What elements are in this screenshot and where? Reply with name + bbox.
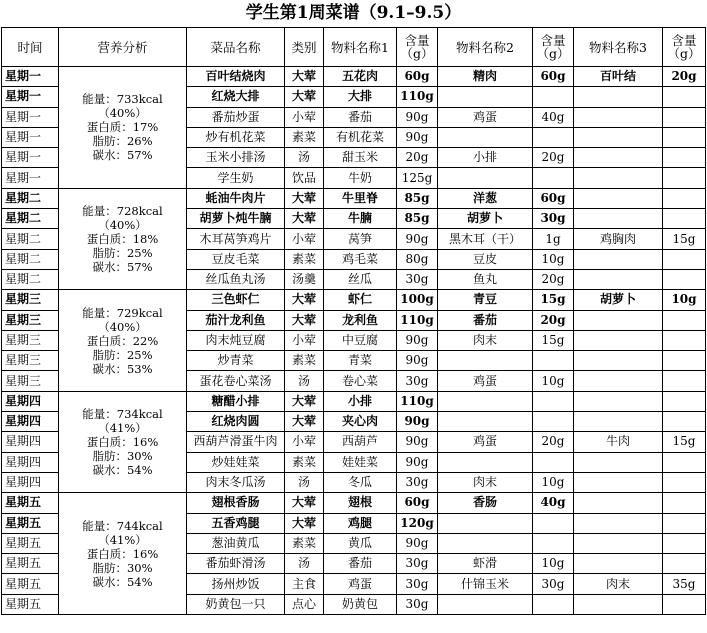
dish-cell: 炒娃娃菜	[187, 452, 285, 472]
category-cell: 小荤	[285, 330, 324, 350]
material-2-cell: 青豆	[438, 290, 533, 310]
category-cell: 素菜	[285, 351, 324, 371]
amount-1-cell: 110g	[397, 310, 438, 330]
nutrition-line: 脂肪：30%	[92, 560, 153, 575]
material-3-cell: 胡萝卜	[574, 290, 663, 310]
day-cell: 星期四	[2, 391, 59, 411]
material-1-cell: 冬瓜	[324, 472, 397, 492]
material-3-cell	[574, 452, 663, 472]
amount-1-cell: 30g	[397, 554, 438, 574]
header-row	[2, 28, 706, 67]
day-cell: 星期三	[2, 351, 59, 371]
material-2-cell	[438, 168, 533, 188]
category-cell: 饮品	[285, 168, 324, 188]
nutrition-line: 脂肪：25%	[92, 347, 153, 362]
material-2-cell: 黑木耳（干）	[438, 229, 533, 249]
dish-cell: 肉末炖豆腐	[187, 330, 285, 350]
nutrition-line: 脂肪：25%	[92, 246, 153, 261]
material-2-cell: 虾滑	[438, 554, 533, 574]
dish-cell: 蛋花卷心菜汤	[187, 371, 285, 391]
amount-1-cell: 30g	[397, 472, 438, 492]
nutrition-cell	[59, 493, 187, 615]
amount-2-cell	[533, 533, 574, 553]
material-1-cell: 夹心肉	[324, 412, 397, 432]
day-cell: 星期二	[2, 188, 59, 208]
category-cell: 大荤	[285, 188, 324, 208]
nutrition-line: 能量：744kcal	[82, 518, 163, 533]
amount-1-cell: 85g	[397, 188, 438, 208]
amount-1-cell: 120g	[397, 513, 438, 533]
material-2-cell: 精肉	[438, 67, 533, 87]
nutrition-line: 能量：734kcal	[82, 406, 163, 421]
amount-2-cell	[533, 168, 574, 188]
material-2-cell: 鸡蛋	[438, 371, 533, 391]
amount-3-cell	[663, 168, 706, 188]
amount-1-cell: 90g	[397, 127, 438, 147]
material-2-cell: 豆皮	[438, 249, 533, 269]
amount-2-cell: 20g	[533, 148, 574, 168]
amount-3-cell	[663, 391, 706, 411]
day-cell: 星期三	[2, 310, 59, 330]
day-cell: 星期三	[2, 290, 59, 310]
material-1-cell: 五花肉	[324, 67, 397, 87]
table-row	[2, 391, 706, 411]
material-3-cell	[574, 371, 663, 391]
day-cell: 星期五	[2, 493, 59, 513]
amount-2-cell: 40g	[533, 107, 574, 127]
dish-cell: 茄汁龙利鱼	[187, 310, 285, 330]
category-cell: 素菜	[285, 533, 324, 553]
dish-cell: 番茄虾滑汤	[187, 554, 285, 574]
dish-cell: 番茄炒蛋	[187, 107, 285, 127]
amount-2-cell: 10g	[533, 249, 574, 269]
nutrition-line: 蛋白质：16%	[86, 546, 159, 561]
material-1-cell: 奶黄包	[324, 594, 397, 614]
material-1-cell: 卷心菜	[324, 371, 397, 391]
dish-cell: 丝瓜鱼丸汤	[187, 269, 285, 289]
material-3-cell	[574, 472, 663, 492]
nutrition-line: 碳水：53%	[92, 361, 153, 376]
amount-3-cell	[663, 513, 706, 533]
nutrition-line: 脂肪：30%	[92, 448, 153, 463]
category-cell: 素菜	[285, 249, 324, 269]
category-cell: 汤	[285, 148, 324, 168]
category-cell: 素菜	[285, 452, 324, 472]
amount-1-cell: 20g	[397, 148, 438, 168]
amount-1-cell: 110g	[397, 391, 438, 411]
category-cell: 大荤	[285, 412, 324, 432]
dish-cell: 红烧大排	[187, 87, 285, 107]
amount-2-cell	[533, 87, 574, 107]
material-3-cell	[574, 209, 663, 229]
nutrition-line: （40%）	[98, 319, 147, 334]
dish-cell: 葱油黄瓜	[187, 533, 285, 553]
material-3-cell: 牛肉	[574, 432, 663, 452]
dish-cell: 奶黄包一只	[187, 594, 285, 614]
header-category: 类别	[285, 28, 324, 67]
day-cell: 星期三	[2, 330, 59, 350]
amount-1-cell: 60g	[397, 493, 438, 513]
amount-2-cell	[533, 391, 574, 411]
amount-2-cell	[533, 513, 574, 533]
amount-2-cell: 40g	[533, 493, 574, 513]
amount-3-cell	[663, 127, 706, 147]
amount-3-cell	[663, 330, 706, 350]
amount-2-cell: 60g	[533, 67, 574, 87]
amount-2-cell	[533, 594, 574, 614]
category-cell: 汤	[285, 371, 324, 391]
amount-1-cell: 90g	[397, 107, 438, 127]
amount-3-cell	[663, 209, 706, 229]
material-3-cell	[574, 249, 663, 269]
material-3-cell	[574, 87, 663, 107]
category-cell: 汤	[285, 554, 324, 574]
nutrition-line: 能量：728kcal	[82, 204, 163, 219]
category-cell: 小荤	[285, 432, 324, 452]
amount-2-cell: 10g	[533, 371, 574, 391]
day-cell: 星期一	[2, 148, 59, 168]
material-3-cell	[574, 269, 663, 289]
table-row	[2, 188, 706, 208]
amount-2-cell: 60g	[533, 188, 574, 208]
amount-3-cell	[663, 472, 706, 492]
table-row	[2, 493, 706, 513]
day-cell: 星期五	[2, 574, 59, 594]
dish-cell: 翅根香肠	[187, 493, 285, 513]
category-cell: 汤	[285, 472, 324, 492]
amount-2-cell	[533, 127, 574, 147]
material-2-cell: 鱼丸	[438, 269, 533, 289]
dish-cell: 豆皮毛菜	[187, 249, 285, 269]
material-1-cell: 鸡毛菜	[324, 249, 397, 269]
material-3-cell	[574, 351, 663, 371]
nutrition-line: 蛋白质：16%	[86, 434, 159, 449]
nutrition-line: 碳水：54%	[92, 462, 153, 477]
amount-3-cell	[663, 148, 706, 168]
material-2-cell	[438, 594, 533, 614]
nutrition-line: （40%）	[98, 106, 147, 121]
material-3-cell: 百叶结	[574, 67, 663, 87]
nutrition-cell	[59, 290, 187, 391]
material-3-cell	[574, 188, 663, 208]
material-2-cell	[438, 351, 533, 371]
material-3-cell	[574, 127, 663, 147]
category-cell: 大荤	[285, 290, 324, 310]
category-cell: 大荤	[285, 209, 324, 229]
category-cell: 主食	[285, 574, 324, 594]
material-1-cell: 中豆腐	[324, 330, 397, 350]
dish-cell: 扬州炒饭	[187, 574, 285, 594]
material-3-cell: 鸡胸肉	[574, 229, 663, 249]
amount-1-cell: 90g	[397, 351, 438, 371]
amount-2-cell: 20g	[533, 269, 574, 289]
day-cell: 星期一	[2, 67, 59, 87]
dish-cell: 木耳莴笋鸡片	[187, 229, 285, 249]
dish-cell: 百叶结烧肉	[187, 67, 285, 87]
amount-3-cell	[663, 310, 706, 330]
category-cell: 大荤	[285, 493, 324, 513]
material-1-cell: 娃娃菜	[324, 452, 397, 472]
amount-1-cell: 90g	[397, 412, 438, 432]
material-1-cell: 小排	[324, 391, 397, 411]
amount-3-cell: 35g	[663, 574, 706, 594]
day-cell: 星期一	[2, 107, 59, 127]
day-cell: 星期五	[2, 533, 59, 553]
amount-3-cell	[663, 412, 706, 432]
material-1-cell: 鸡腿	[324, 513, 397, 533]
dish-cell: 玉米小排汤	[187, 148, 285, 168]
amount-1-cell: 100g	[397, 290, 438, 310]
dish-cell: 炒青菜	[187, 351, 285, 371]
amount-1-cell: 125g	[397, 168, 438, 188]
dish-cell: 胡萝卜炖牛腩	[187, 209, 285, 229]
amount-3-cell: 10g	[663, 290, 706, 310]
amount-2-cell	[533, 412, 574, 432]
amount-3-cell	[663, 107, 706, 127]
day-cell: 星期二	[2, 229, 59, 249]
material-1-cell: 牛奶	[324, 168, 397, 188]
day-cell: 星期四	[2, 412, 59, 432]
amount-3-cell: 15g	[663, 229, 706, 249]
dish-cell: 红烧肉圆	[187, 412, 285, 432]
nutrition-cell	[59, 188, 187, 289]
material-3-cell	[574, 513, 663, 533]
dish-cell: 五香鸡腿	[187, 513, 285, 533]
material-3-cell	[574, 310, 663, 330]
amount-2-cell: 10g	[533, 554, 574, 574]
category-cell: 小荤	[285, 229, 324, 249]
material-3-cell	[574, 107, 663, 127]
material-3-cell	[574, 168, 663, 188]
amount-2-cell	[533, 351, 574, 371]
day-cell: 星期四	[2, 432, 59, 452]
day-cell: 星期二	[2, 269, 59, 289]
header-material-2: 物料名称2	[438, 28, 533, 67]
header-amount-2: 含量（g）	[533, 28, 574, 67]
material-2-cell: 肉末	[438, 472, 533, 492]
category-cell: 大荤	[285, 67, 324, 87]
amount-2-cell: 20g	[533, 310, 574, 330]
table-row	[2, 67, 706, 87]
amount-2-cell: 1g	[533, 229, 574, 249]
amount-1-cell: 90g	[397, 432, 438, 452]
material-1-cell: 黄瓜	[324, 533, 397, 553]
material-2-cell: 什锦玉米	[438, 574, 533, 594]
amount-2-cell: 30g	[533, 574, 574, 594]
amount-3-cell	[663, 533, 706, 553]
category-cell: 大荤	[285, 513, 324, 533]
category-cell: 大荤	[285, 310, 324, 330]
nutrition-line: （41%）	[98, 532, 147, 547]
material-1-cell: 丝瓜	[324, 269, 397, 289]
amount-3-cell	[663, 594, 706, 614]
day-cell: 星期一	[2, 168, 59, 188]
dish-cell: 炒有机花菜	[187, 127, 285, 147]
material-1-cell: 龙利鱼	[324, 310, 397, 330]
dish-cell: 蚝油牛肉片	[187, 188, 285, 208]
day-cell: 星期一	[2, 127, 59, 147]
header-nutrition: 营养分析	[59, 28, 187, 67]
material-3-cell	[574, 594, 663, 614]
dish-cell: 学生奶	[187, 168, 285, 188]
amount-2-cell: 20g	[533, 432, 574, 452]
category-cell: 小荤	[285, 107, 324, 127]
amount-1-cell: 90g	[397, 533, 438, 553]
day-cell: 星期一	[2, 87, 59, 107]
nutrition-line: 能量：733kcal	[82, 92, 163, 107]
material-2-cell: 番茄	[438, 310, 533, 330]
nutrition-line: 蛋白质：17%	[86, 120, 159, 135]
category-cell: 点心	[285, 594, 324, 614]
material-1-cell: 虾仁	[324, 290, 397, 310]
amount-3-cell	[663, 87, 706, 107]
material-1-cell: 有机花菜	[324, 127, 397, 147]
amount-3-cell	[663, 371, 706, 391]
material-3-cell	[574, 554, 663, 574]
amount-3-cell	[663, 351, 706, 371]
header-material-1: 物料名称1	[324, 28, 397, 67]
material-3-cell	[574, 330, 663, 350]
amount-1-cell: 90g	[397, 330, 438, 350]
dish-cell: 西葫芦滑蛋牛肉	[187, 432, 285, 452]
material-1-cell: 莴笋	[324, 229, 397, 249]
amount-3-cell	[663, 452, 706, 472]
material-1-cell: 甜玉米	[324, 148, 397, 168]
amount-1-cell: 30g	[397, 269, 438, 289]
material-1-cell: 大排	[324, 87, 397, 107]
material-2-cell: 鸡蛋	[438, 107, 533, 127]
table-row	[2, 290, 706, 310]
page-title: 学生第1周菜谱（9.1–9.5）	[245, 3, 462, 23]
amount-3-cell	[663, 269, 706, 289]
material-2-cell	[438, 127, 533, 147]
header-amount-3: 含量（g）	[663, 28, 706, 67]
amount-1-cell: 30g	[397, 371, 438, 391]
day-cell: 星期五	[2, 594, 59, 614]
header-material-3: 物料名称3	[574, 28, 663, 67]
material-1-cell: 鸡蛋	[324, 574, 397, 594]
amount-1-cell: 30g	[397, 574, 438, 594]
day-cell: 星期四	[2, 472, 59, 492]
day-cell: 星期二	[2, 249, 59, 269]
material-1-cell: 番茄	[324, 107, 397, 127]
menu-body	[2, 67, 706, 615]
material-3-cell	[574, 533, 663, 553]
material-3-cell: 肉末	[574, 574, 663, 594]
amount-1-cell: 80g	[397, 249, 438, 269]
nutrition-line: 碳水：57%	[92, 148, 153, 163]
material-2-cell	[438, 87, 533, 107]
nutrition-line: 蛋白质：22%	[86, 333, 159, 348]
material-1-cell: 番茄	[324, 554, 397, 574]
nutrition-cell	[59, 67, 187, 189]
nutrition-cell	[59, 391, 187, 492]
amount-2-cell: 10g	[533, 472, 574, 492]
amount-1-cell: 30g	[397, 594, 438, 614]
material-2-cell: 小排	[438, 148, 533, 168]
material-3-cell	[574, 391, 663, 411]
menu-table	[1, 27, 706, 615]
amount-3-cell	[663, 188, 706, 208]
material-2-cell	[438, 513, 533, 533]
material-3-cell	[574, 493, 663, 513]
nutrition-line: 碳水：57%	[92, 260, 153, 275]
amount-2-cell: 15g	[533, 290, 574, 310]
amount-1-cell: 85g	[397, 209, 438, 229]
material-3-cell	[574, 412, 663, 432]
material-1-cell: 翅根	[324, 493, 397, 513]
amount-3-cell: 15g	[663, 432, 706, 452]
day-cell: 星期五	[2, 554, 59, 574]
nutrition-line: 能量：729kcal	[82, 305, 163, 320]
day-cell: 星期四	[2, 452, 59, 472]
material-2-cell: 肉末	[438, 330, 533, 350]
material-1-cell: 牛里脊	[324, 188, 397, 208]
material-1-cell: 青菜	[324, 351, 397, 371]
nutrition-line: （40%）	[98, 218, 147, 233]
dish-cell: 糖醋小排	[187, 391, 285, 411]
material-2-cell: 洋葱	[438, 188, 533, 208]
amount-1-cell: 60g	[397, 67, 438, 87]
nutrition-line: （41%）	[98, 420, 147, 435]
amount-2-cell: 15g	[533, 330, 574, 350]
amount-1-cell: 90g	[397, 229, 438, 249]
material-1-cell: 西葫芦	[324, 432, 397, 452]
material-2-cell: 胡萝卜	[438, 209, 533, 229]
nutrition-line: 脂肪：26%	[92, 134, 153, 149]
day-cell: 星期三	[2, 371, 59, 391]
amount-1-cell: 90g	[397, 452, 438, 472]
dish-cell: 肉末冬瓜汤	[187, 472, 285, 492]
amount-3-cell	[663, 554, 706, 574]
material-2-cell	[438, 533, 533, 553]
header-dish: 菜品名称	[187, 28, 285, 67]
day-cell: 星期五	[2, 513, 59, 533]
category-cell: 大荤	[285, 87, 324, 107]
amount-1-cell: 110g	[397, 87, 438, 107]
material-2-cell	[438, 452, 533, 472]
category-cell: 汤羹	[285, 269, 324, 289]
material-2-cell: 香肠	[438, 493, 533, 513]
category-cell: 大荤	[285, 391, 324, 411]
header-time: 时间	[2, 28, 59, 67]
material-2-cell: 鸡蛋	[438, 432, 533, 452]
material-3-cell	[574, 148, 663, 168]
amount-2-cell: 30g	[533, 209, 574, 229]
amount-3-cell	[663, 493, 706, 513]
material-1-cell: 牛腩	[324, 209, 397, 229]
material-2-cell	[438, 412, 533, 432]
header-amount-1: 含量（g）	[397, 28, 438, 67]
category-cell: 素菜	[285, 127, 324, 147]
nutrition-line: 碳水：54%	[92, 574, 153, 589]
amount-3-cell	[663, 249, 706, 269]
day-cell: 星期二	[2, 209, 59, 229]
amount-3-cell: 20g	[663, 67, 706, 87]
nutrition-line: 蛋白质：18%	[86, 232, 159, 247]
material-2-cell	[438, 391, 533, 411]
amount-2-cell	[533, 452, 574, 472]
dish-cell: 三色虾仁	[187, 290, 285, 310]
